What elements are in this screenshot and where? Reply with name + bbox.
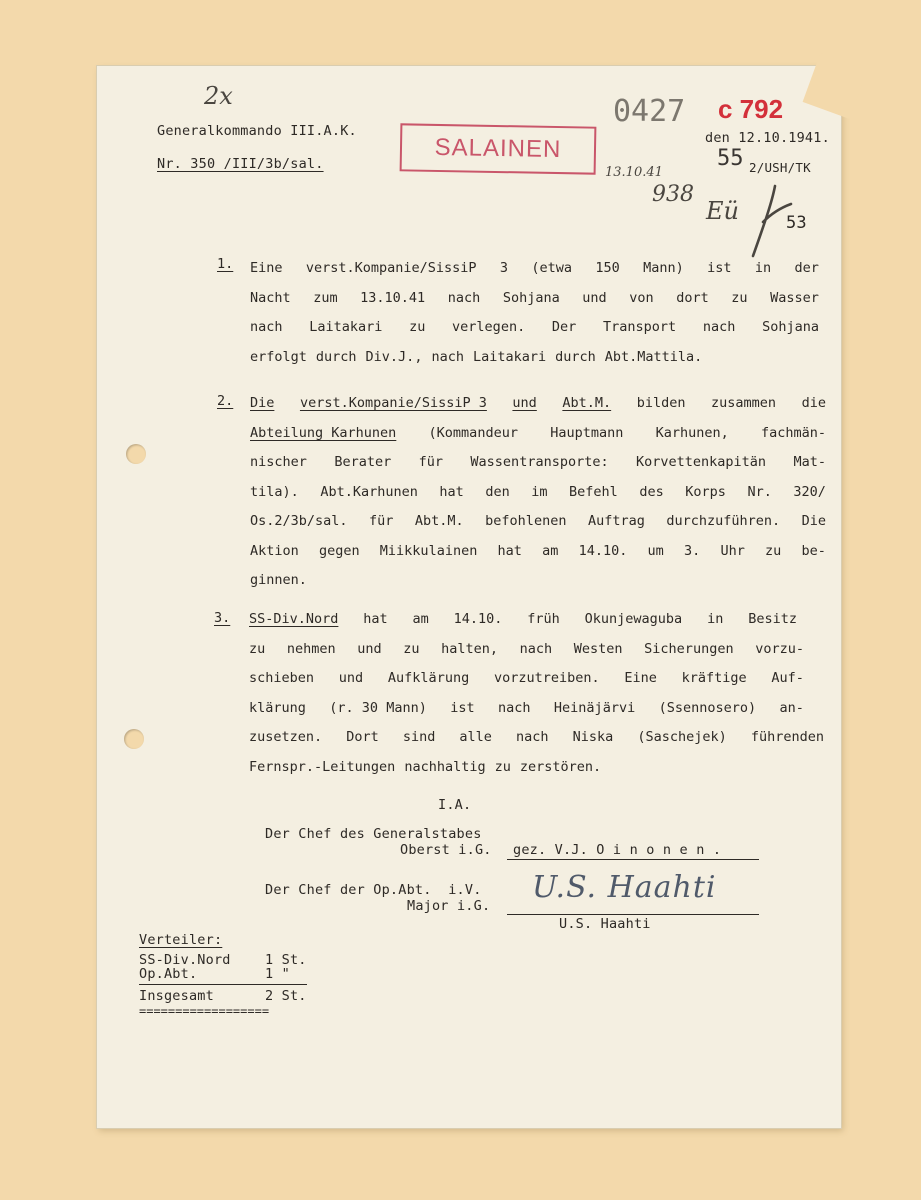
distribution-row-qty: 1 ": [265, 966, 290, 982]
distribution-row-name: Op.Abt.: [139, 966, 198, 982]
distribution-total-qty: 2 St.: [265, 988, 307, 1004]
punch-hole-bottom: [124, 729, 144, 749]
signature-op-name: U.S. Haahti: [559, 916, 651, 932]
distribution-sum-rule: [139, 984, 307, 985]
handwritten-date-note: 13.10.41: [605, 165, 663, 180]
header-sub-number: 55: [717, 146, 744, 171]
signature-chief-title: Der Chef des Generalstabes: [265, 826, 482, 842]
signature-rule-1: [507, 859, 759, 860]
paragraph-number: 3.: [214, 610, 231, 626]
document-sheet: [97, 66, 841, 1128]
handwritten-initials: Eü: [706, 197, 739, 225]
signature-chief-rank: Oberst i.G.: [400, 842, 492, 858]
signature-op-rank: Major i.G.: [407, 898, 491, 914]
distribution-row-qty: 1 St.: [265, 952, 307, 968]
paragraph-3: SS-Div.Nord hat am 14.10. früh Okunjewaguba in Besitz zu nehmen und zu halten, nach Westen Sicherungen vorzu- schieben und Aufklärung vorzutreiben. Eine kräftige Auf- klärung (r. 30 Mann) ist nach Heinäjärvi (Ssennosero) an- zusetzen. Dort sind alle nach Niska (Saschejek) führenden Fernspr.-Leitungen nachhaltig zu zerstören.: [249, 611, 824, 775]
handwritten-slash-mark: [745, 182, 795, 264]
signature-chief-name: gez. V.J. O i n o n e n .: [513, 842, 722, 858]
handwritten-signature: U.S. Haahti: [532, 870, 717, 905]
paragraph-number: 1.: [217, 256, 234, 272]
distribution-row-name: SS-Div.Nord: [139, 952, 231, 968]
signature-op-title: Der Chef der Op.Abt. i.V.: [265, 882, 482, 898]
punch-hole-top: [126, 444, 146, 464]
handwritten-top-left: 2x: [204, 82, 233, 110]
salainen-stamp: SALAINEN: [400, 123, 597, 174]
header-date: den 12.10.1941.: [705, 130, 830, 146]
header-sub-ref: 2/USH/TK: [749, 160, 811, 175]
paragraph-number: 2.: [217, 393, 234, 409]
distribution-double-rule: ==================: [139, 1004, 270, 1018]
header-org: Generalkommando III.A.K.: [157, 123, 357, 139]
header-ref-number: Nr. 350 /III/3b/sal.: [157, 156, 324, 172]
page-number: 53: [786, 213, 807, 233]
archive-number: 0427: [613, 94, 686, 129]
signature-ia: I.A.: [438, 797, 472, 813]
paragraph-1: Eine verst.Kompanie/SissiP 3 (etwa 150 Mann) ist in der Nacht zum 13.10.41 nach Sohjana und von dort zu Wasser nach Laitakari zu verlegen. Der Transport nach Sohjana erfolgt durch Div.J., nach Laitakari durch Abt.Mattila.: [250, 260, 819, 365]
distribution-title: Verteiler:: [139, 932, 223, 948]
distribution-total-label: Insgesamt: [139, 988, 214, 1004]
paragraph-2: Die verst.Kompanie/SissiP 3 und Abt.M. bilden zusammen die Abteilung Karhunen (Kommandeur Hauptmann Karhunen, fachmän- nischer Berater für Wassentransporte: Korvettenkapitän Mat- tila). Abt.Karhunen hat den im Befehl des Korps Nr. 320/ Os.2/3b/sal. für Abt.M. befohlenen Auftrag durchzuführen. Die Aktion gegen Miikkulainen hat am 14.10. um 3. Uhr zu be- ginnen.: [250, 395, 826, 588]
handwritten-number-note: 938: [652, 182, 694, 207]
red-archive-number: c 792: [718, 94, 784, 124]
